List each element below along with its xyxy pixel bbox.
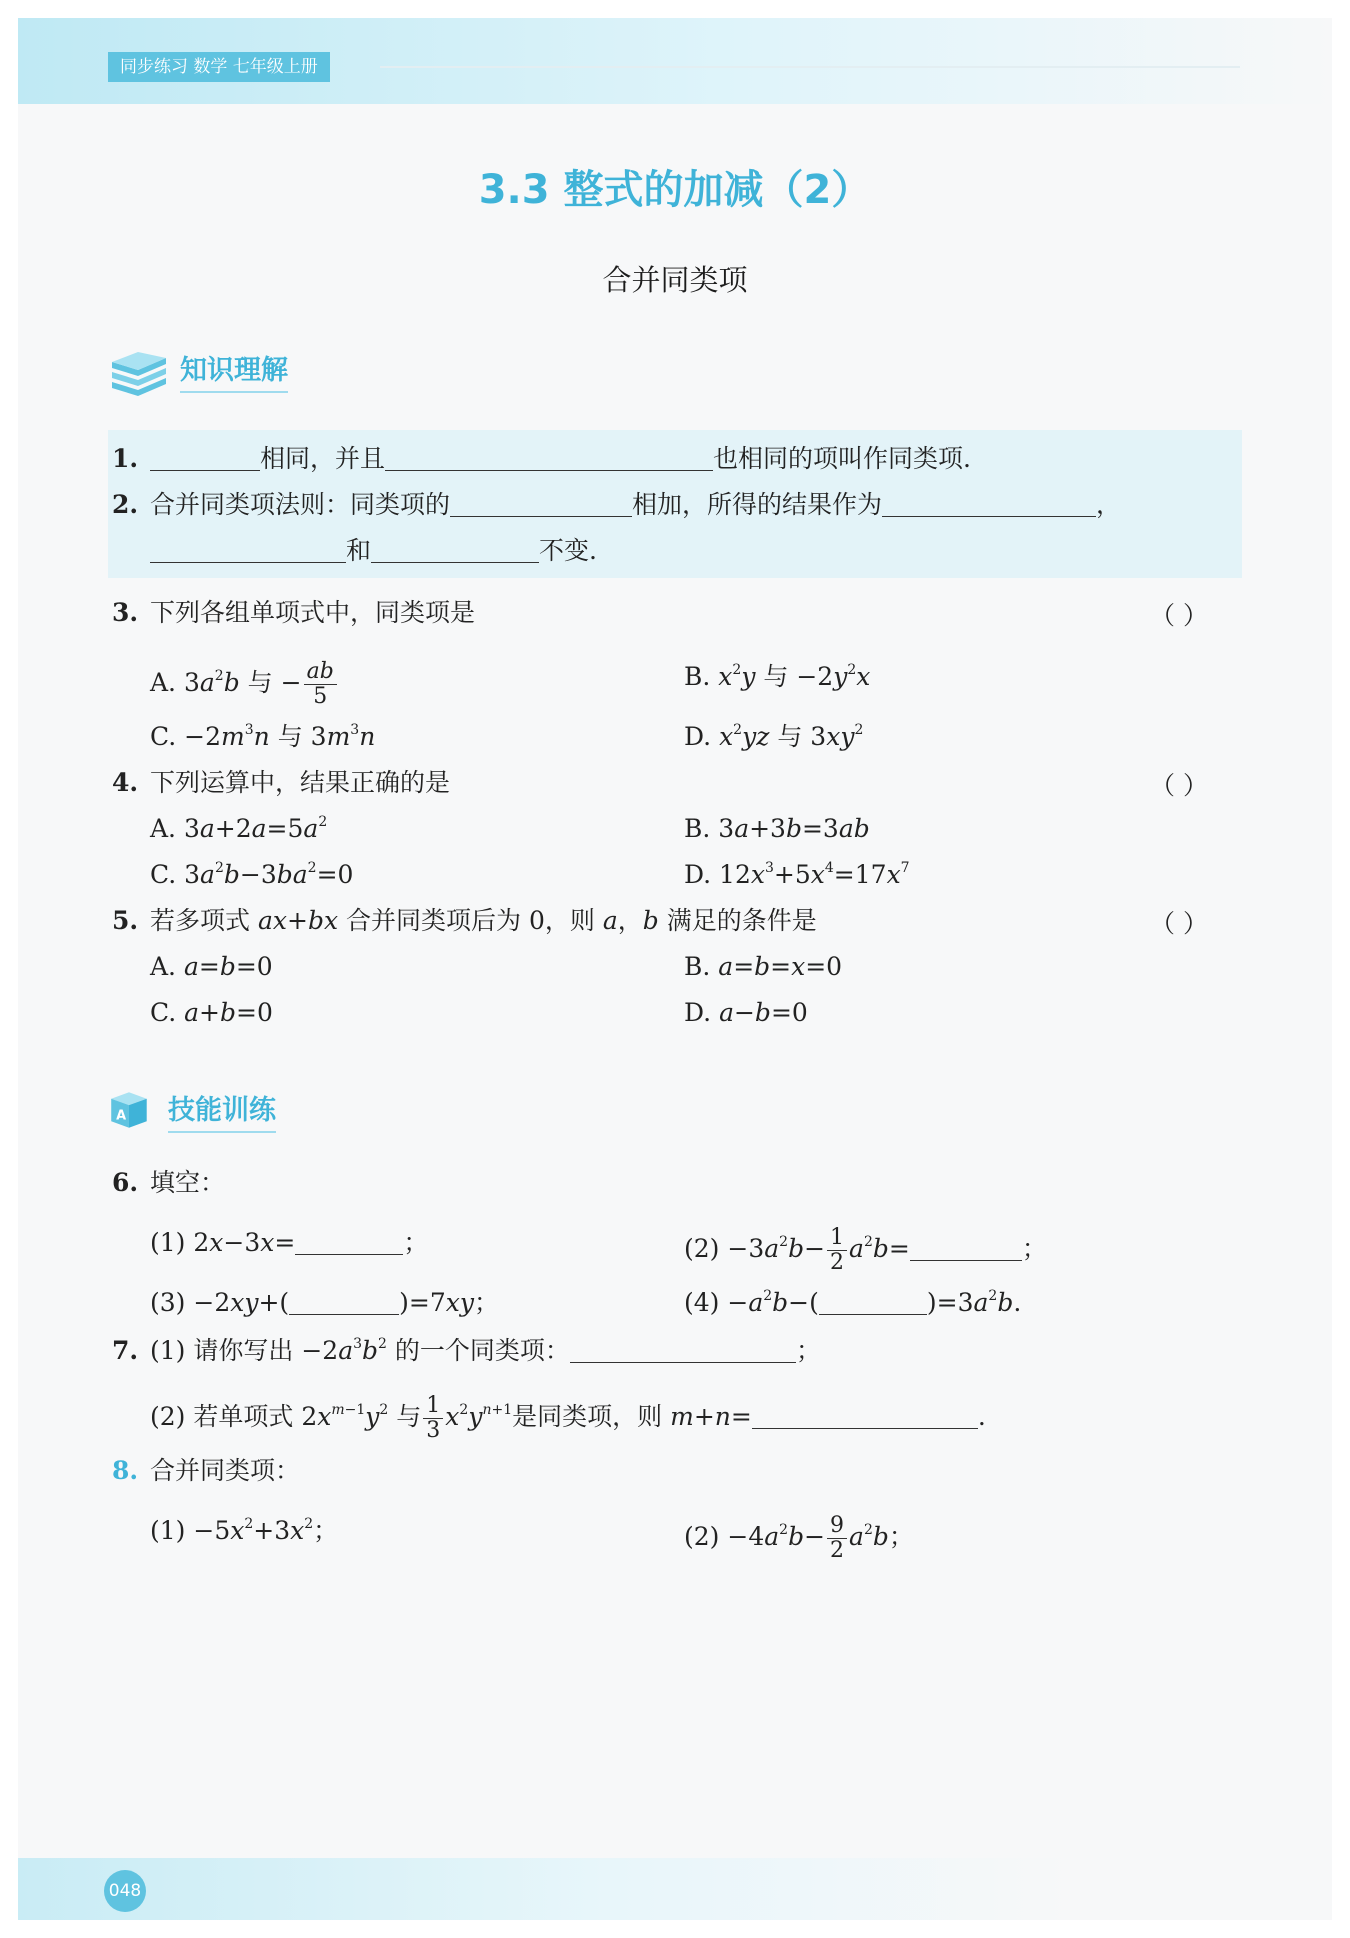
option-d[interactable]: D. a−b=0 <box>684 998 808 1027</box>
fraction-denominator: 5 <box>313 684 328 709</box>
option-label: A. <box>150 668 177 697</box>
books-icon <box>108 344 170 396</box>
option-label: A. <box>150 952 177 981</box>
question-stem: 填空： <box>150 1168 226 1197</box>
part-label: (2) <box>150 1402 186 1431</box>
answer-blank[interactable] <box>289 1288 399 1315</box>
question-6-part-2: $(2) -3a^2b-$ $\frac{1}{2}$ $a^2b=$ ； <box>684 1225 1047 1275</box>
section-label-skills: 技能训练 <box>168 1088 276 1133</box>
section-subtitle: 合并同类项 <box>602 263 748 297</box>
question-number: 5. <box>112 906 139 935</box>
option-d[interactable]: D. $x^2yz$ 与 $3xy^2$ <box>684 722 864 751</box>
question-text: 也相同的项叫作同类项. <box>713 444 971 473</box>
option-b[interactable]: B. a=b=x=0 <box>684 952 843 981</box>
answer-blank[interactable] <box>150 444 260 471</box>
answer-paren[interactable]: （ ） <box>1150 909 1208 938</box>
answer-blank[interactable] <box>752 1402 978 1429</box>
svg-text:A: A <box>116 1108 127 1124</box>
question-text: 相同，并且 <box>260 444 386 473</box>
question-number: 3. <box>112 598 139 627</box>
question-text: 不变. <box>539 536 597 565</box>
question-text: ， <box>1096 490 1122 519</box>
question-6-part-3: (3) −2xy+( )=7xy； <box>150 1288 500 1317</box>
question-4 <box>112 766 450 800</box>
option-label: B. <box>684 814 711 843</box>
option-label: D. <box>684 860 712 889</box>
option-label: A. <box>150 814 177 843</box>
question-text: 合并同类项法则：同类项的 <box>150 490 451 519</box>
option-label: B. <box>684 952 711 981</box>
question-2 <box>112 488 1121 522</box>
option-text: 与 <box>763 662 789 691</box>
part-label: (1) <box>150 1228 186 1257</box>
fraction <box>827 1514 847 1563</box>
question-6-part-1: (1) 2x−3x= ； <box>150 1228 429 1257</box>
question-number: 1. <box>112 444 139 473</box>
question-5: 5. 若多项式 ax+bx 合并同类项后为 0，则 a，b 满足的条件是 <box>112 904 817 938</box>
part-label: (2) <box>684 1522 720 1551</box>
fraction-denominator: 2 <box>830 1250 845 1275</box>
question-number: 4. <box>112 768 139 797</box>
option-d[interactable]: D. $12x^3+5x^4=17x^7$ <box>684 860 910 889</box>
part-label: (2) <box>684 1234 720 1263</box>
question-3 <box>112 596 475 630</box>
option-text: 与 <box>777 722 803 751</box>
part-label: (1) <box>150 1516 186 1545</box>
question-text: 相加，所得的结果作为 <box>632 490 883 519</box>
fraction-numerator: ab <box>306 659 334 684</box>
question-stem: 合并同类项： <box>150 1456 301 1485</box>
question-text: ； <box>795 1336 821 1365</box>
section-label-knowledge: 知识理解 <box>180 348 288 393</box>
answer-blank[interactable] <box>295 1228 403 1255</box>
question-stem: 下列运算中，结果正确的是 <box>150 768 451 797</box>
question-stem: 满足的条件是 <box>666 906 817 935</box>
option-label: D. <box>684 722 712 751</box>
option-label: C. <box>150 722 177 751</box>
question-text: 请你写出 <box>193 1336 294 1365</box>
question-text: 若单项式 <box>193 1402 294 1431</box>
fraction-denominator: 3 <box>426 1418 441 1443</box>
fraction-numerator: 9 <box>827 1514 847 1539</box>
question-number: 2. <box>112 490 139 519</box>
question-number: 8. <box>112 1456 139 1485</box>
question-number: 7. <box>112 1336 139 1365</box>
answer-paren[interactable]: （ ） <box>1150 771 1208 800</box>
option-a[interactable]: A. a=b=0 <box>150 952 273 981</box>
answer-blank[interactable] <box>150 536 346 563</box>
footer-band <box>18 1858 1332 1920</box>
cube-icon <box>108 1084 158 1136</box>
question-8-part-2: $(2) -4a^2b-$ $\frac{9}{2}$ $a^2b$； <box>684 1513 914 1563</box>
question-8 <box>112 1454 300 1488</box>
option-a[interactable]: A. $3a+2a=5a^2$ <box>150 814 328 843</box>
book-header-tag: 同步练习 数学 七年级上册 <box>108 52 330 82</box>
option-c[interactable]: C. $3a^2b-3ba^2=0$ <box>150 860 354 889</box>
fraction <box>304 660 337 709</box>
answer-blank[interactable] <box>910 1234 1022 1261</box>
question-stem: 若多项式 <box>150 906 251 935</box>
question-6-part-4: $(4) -a^2b-$( )$=3a^2b$. <box>684 1288 1022 1317</box>
question-1 <box>112 442 971 476</box>
fraction-numerator: 1 <box>423 1394 443 1419</box>
question-6 <box>112 1166 225 1200</box>
option-label: C. <box>150 998 177 1027</box>
chapter-title: 3.3 整式的加减（2） <box>478 167 872 213</box>
option-c[interactable]: C. a+b=0 <box>150 998 273 1027</box>
page-number: 048 <box>104 1870 146 1912</box>
answer-paren[interactable]: （ ） <box>1150 601 1208 630</box>
question-stem: 合并同类项后为 0，则 <box>346 906 595 935</box>
fraction-numerator: 1 <box>827 1226 847 1251</box>
option-label: B. <box>684 662 711 691</box>
question-8-part-1: $(1) -5x^2+3x^2$； <box>150 1516 339 1545</box>
question-7-part-1: 7. (1) 请你写出 $-2a^3b^2$ 的一个同类项： ； <box>112 1334 821 1368</box>
answer-blank[interactable] <box>570 1336 796 1363</box>
question-7-part-2: (2) 若单项式 $2x^{m-1}y^2$ 与 $\frac{1}{3}$ $x^2y^{n+1}$是同类项，则 m+n= . <box>150 1393 986 1443</box>
part-label: (1) <box>150 1336 186 1365</box>
question-text: 是同类项，则 <box>512 1402 663 1431</box>
option-b[interactable]: B. 3a+3b=3ab <box>684 814 870 843</box>
option-c[interactable]: C. $-2m^3n$ 与 $3m^3n$ <box>150 722 376 751</box>
option-b[interactable]: B. $x^2y$ 与 $-2y^2x$ <box>684 662 871 691</box>
option-label: C. <box>150 860 177 889</box>
question-2-cont <box>150 534 597 568</box>
answer-blank[interactable] <box>819 1288 927 1315</box>
question-stem: 下列各组单项式中，同类项是 <box>150 598 476 627</box>
answer-blank[interactable] <box>371 536 539 563</box>
question-text: 的一个同类项： <box>394 1336 570 1365</box>
option-a[interactable]: A. $3a^2b$ 与 − $\frac{ab}{5}$ <box>150 660 339 709</box>
fraction <box>423 1394 443 1443</box>
answer-blank[interactable] <box>450 490 632 517</box>
part-label: (4) <box>684 1288 720 1317</box>
option-text: 与 <box>277 722 303 751</box>
option-label: D. <box>684 998 712 1027</box>
question-number: 6. <box>112 1168 139 1197</box>
answer-blank[interactable] <box>882 490 1096 517</box>
question-text: . <box>977 1402 986 1431</box>
answer-blank[interactable] <box>385 444 713 471</box>
section-heading-knowledge <box>108 344 288 396</box>
header-divider <box>380 66 1240 68</box>
fraction-denominator: 2 <box>830 1538 845 1563</box>
section-heading-skills <box>108 1084 276 1136</box>
option-text: 与 <box>247 668 273 697</box>
part-label: (3) <box>150 1288 186 1317</box>
question-text: 与 <box>396 1402 422 1431</box>
question-text: 和 <box>346 536 372 565</box>
fraction <box>827 1226 847 1275</box>
